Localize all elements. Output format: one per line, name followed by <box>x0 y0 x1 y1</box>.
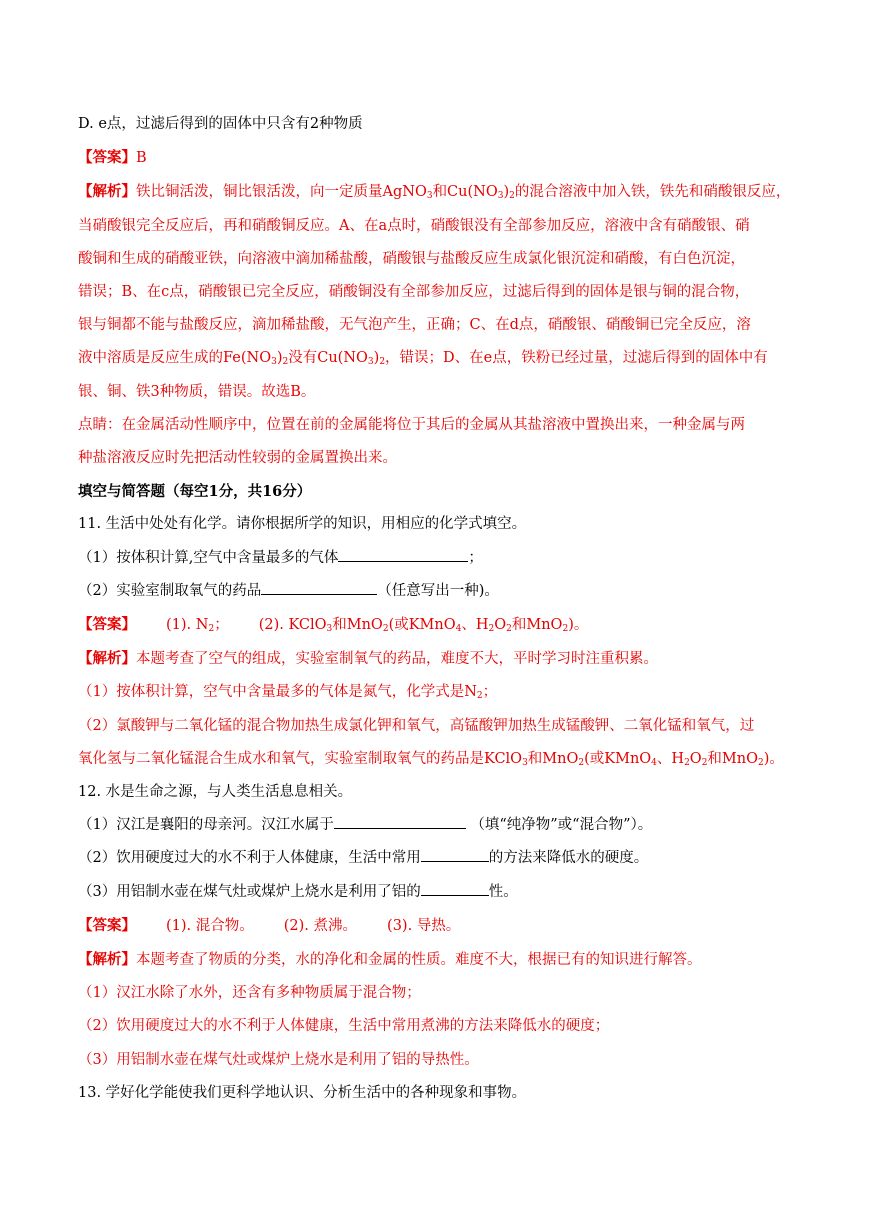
q12-explanation-2: （2）饮用硬度过大的水不利于人体健康，生活中常用煮沸的方法来降低水的硬度； <box>78 1018 610 1035</box>
answer-label: 【答案】 <box>78 916 136 934</box>
q12-explanation-1: （1）汉江水除了水外，还含有多种物质属于混合物； <box>78 985 421 1002</box>
answer-value: B <box>136 150 147 167</box>
q11-part-1: （1）按体积计算,空气中含量最多的气体 ； <box>78 542 794 575</box>
q10-analysis-line-1: 【解析】铁比铜活泼，铜比银活泼，向一定质量AgNO$_3$和$Cu(NO_3)_2$的混合溶液中加入铁，铁先和硝酸银反应， <box>78 183 791 202</box>
document-page <box>78 108 794 1110</box>
q10-analysis-line-6: 液中溶质是反应生成的$Fe(NO_3)_2$没有$Cu(NO_3)_2$，错误；D、在e点，铁粉已经过量，过滤后得到的固体中有 <box>78 350 768 368</box>
q12-stem: 12. 水是生命之源，与人类生活息息相关。 <box>78 784 353 801</box>
analysis-label: 【解析】 <box>78 183 136 201</box>
answer-blank <box>261 580 377 595</box>
q10-tip-line-2: 种盐溶液反应时先把活动性较弱的金属置换出来。 <box>78 450 397 467</box>
q12-part-3: （3）用铝制水壶在煤气灶或煤炉上烧水是利用了铝的 性。 <box>78 876 794 909</box>
answer-blank <box>421 847 489 862</box>
q11-stem: 11. 生活中处处有化学。请你根据所学的知识，用相应的化学式填空。 <box>78 516 527 533</box>
answer-label: 【答案】 <box>78 616 136 634</box>
q11-analysis: 【解析】本题考查了空气的组成，实验室制氧气的药品，难度不大，平时学习时注重积累。 <box>78 650 658 668</box>
analysis-label: 【解析】 <box>78 951 136 969</box>
answer-label: 【答案】 <box>78 149 136 167</box>
q11-explanation-2a: （2）氯酸钾与二氧化锰的混合物加热生成氯化钾和氧气，高锰酸钾加热生成锰酸钾、二氧化锰和氧气，过 <box>78 717 755 734</box>
q12-part-1: （1）汉江是襄阳的母亲河。汉江水属于 （填“纯净物”或“混合物”）。 <box>78 809 794 842</box>
answer-blank <box>334 814 466 829</box>
q10-tip-line-1: 点睛：在金属活动性顺序中，位置在前的金属能将位于其后的金属从其盐溶液中置换出来，一种金属与两 <box>78 416 745 433</box>
q10-analysis-line-3: 酸铜和生成的硝酸亚铁，向溶液中滴加稀盐酸，硝酸银与盐酸反应生成氯化银沉淀和硝酸，有白色沉淀， <box>78 250 745 267</box>
q10-analysis-line-7: 银、铜、铁3种物质，错误。故选B。 <box>78 383 316 400</box>
q12-explanation-3: （3）用铝制水壶在煤气灶或煤炉上烧水是利用了铝的导热性。 <box>78 1051 479 1068</box>
option-d: D. e点，过滤后得到的固体中只含有2种物质 <box>78 116 363 132</box>
answer-blank <box>338 547 468 562</box>
q12-answer: 【答案】 (1). 混合物。 (2). 煮沸。 (3). 导热。 <box>78 916 461 934</box>
q10-analysis-line-5: 银与铜都不能与盐酸反应，滴加稀盐酸，无气泡产生，正确；C、在d点，硝酸银、硝酸铜已完全反应，溶 <box>78 317 751 334</box>
q10-answer <box>78 141 794 175</box>
q10-analysis-line-2: 当硝酸银完全反应后，再和硝酸铜反应。A、在a点时，硝酸银没有全部参加反应，溶液中含有硝酸银、硝 <box>78 217 750 234</box>
answer-blank <box>421 881 489 896</box>
analysis-label: 【解析】 <box>78 650 136 668</box>
section-title: 填空与简答题（每空1分，共16分） <box>78 483 312 501</box>
q11-answer: 【答案】 (1). $N_2$； (2). KClO$_3$和MnO$_2$(或KMnO$_4$、$H_2O_2$和MnO$_2$)。 <box>78 616 589 635</box>
q13-stem: 13. 学好化学能使我们更科学地认识、分析生活中的各种现象和事物。 <box>78 1084 527 1101</box>
q11-part-2: （2）实验室制取氧气的药品 （任意写出一种)。 <box>78 575 794 608</box>
q11-explanation-2b: 氧化氢与二氧化锰混合生成水和氧气，实验室制取氧气的药品是KClO$_3$和MnO$_2$(或KMnO$_4$、$H_2O_2$和MnO$_2$)。 <box>78 750 784 768</box>
q11-explanation-1: （1）按体积计算，空气中含量最多的气体是氮气，化学式是$N_2$； <box>78 684 498 702</box>
q12-part-2: （2）饮用硬度过大的水不利于人体健康，生活中常用 的方法来降低水的硬度。 <box>78 842 794 875</box>
q12-analysis: 【解析】本题考查了物质的分类，水的净化和金属的性质。难度不大，根据已有的知识进行解答。 <box>78 951 702 969</box>
q10-analysis-line-4: 错误；B、在c点，硝酸银已完全反应，硝酸铜没有全部参加反应，过滤后得到的固体是银与铜的混合物， <box>78 284 750 301</box>
